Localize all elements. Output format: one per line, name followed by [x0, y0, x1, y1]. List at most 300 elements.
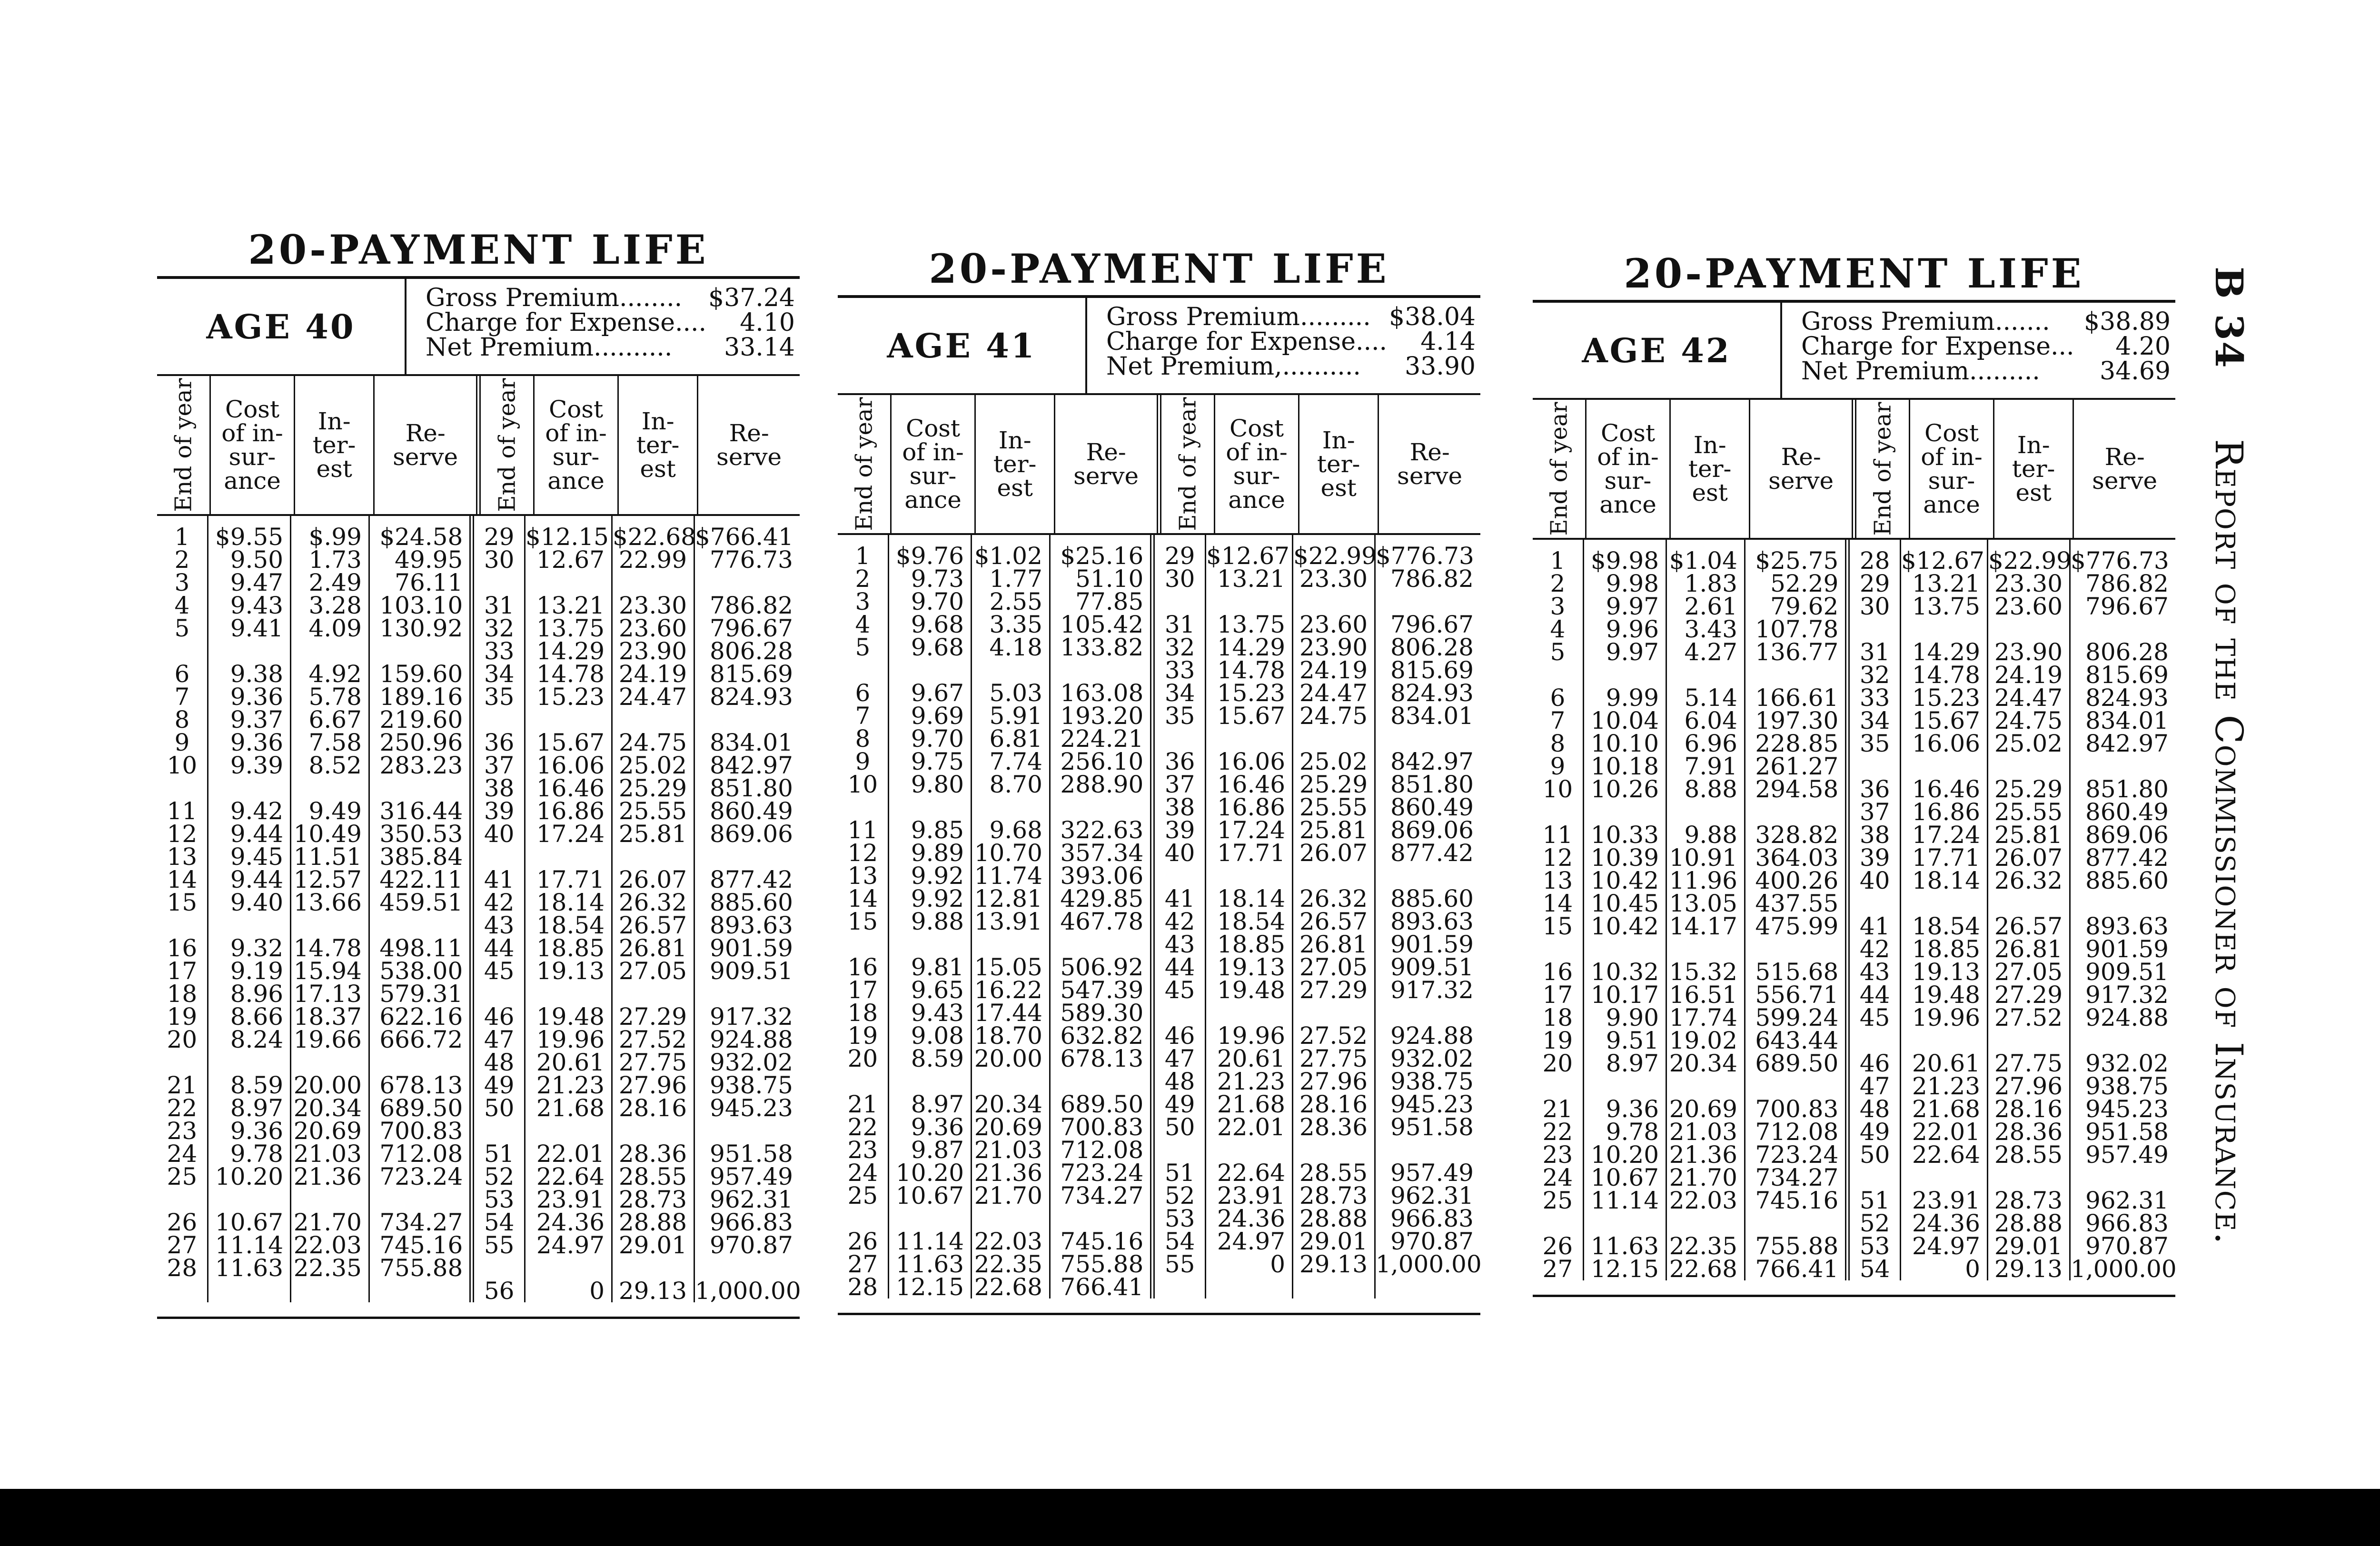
header-line: In- [2017, 431, 2050, 459]
year-cell: 54 [1164, 1228, 1195, 1255]
header-line: In- [998, 426, 1031, 454]
cost-cell: 11.63 [215, 1254, 284, 1282]
year-cell: 29 [1859, 570, 1890, 597]
group-gap [1584, 664, 1666, 686]
reserve-cell: 938.75 [2085, 1072, 2169, 1100]
cost-cell: 9.78 [1606, 1118, 1659, 1146]
year-cell: 20 [847, 1045, 878, 1072]
group-gap [474, 1257, 524, 1279]
interest-cell: 6.04 [1684, 707, 1737, 734]
reserve-cell: 901.59 [1390, 931, 1474, 958]
reserve-cell: 322.63 [1060, 816, 1144, 844]
reserve-cell: 734.27 [379, 1209, 463, 1236]
year-cell: 8 [855, 725, 871, 753]
interest-cell: 28.16 [618, 1094, 687, 1122]
header-cost-of-insurance [535, 376, 619, 514]
cost-cell: 9.36 [230, 683, 284, 711]
interest-cell: 26.81 [1299, 931, 1368, 958]
gross-premium-row [1106, 305, 1480, 329]
header-end-of-year-text: End of year [851, 397, 878, 531]
group-gap [695, 982, 800, 1005]
table-head [157, 279, 800, 376]
year-cell: 41 [484, 866, 515, 893]
interest-cell: 24.75 [618, 729, 687, 756]
reserve-cell: 689.50 [379, 1094, 463, 1122]
header-line: Re- [1086, 438, 1126, 466]
cost-cell: 10.20 [215, 1163, 284, 1190]
cost-cell: 14.29 [536, 637, 605, 665]
header-line: serve [1768, 467, 1834, 495]
reserve-cell: $766.41 [695, 523, 793, 551]
cost-cell: 12.15 [1590, 1255, 1659, 1283]
interest-cell: 22.99 [618, 546, 687, 574]
group-gap [1745, 801, 1845, 823]
left-column-year [838, 535, 889, 1301]
premium-summary [407, 279, 800, 374]
interest-cell: 21.70 [1669, 1164, 1737, 1191]
year-cell: 2 [1550, 570, 1566, 597]
year-cell: 5 [1550, 638, 1566, 666]
cost-cell: 18.54 [1912, 912, 1980, 940]
header-reserve [375, 376, 481, 514]
cost-cell: 8.96 [230, 980, 284, 1008]
group-gap [1376, 1139, 1480, 1161]
reserve-cell: 824.93 [2085, 684, 2169, 712]
running-header [2204, 267, 2299, 1361]
year-cell: 9 [174, 729, 190, 756]
left-column-interest [291, 516, 370, 1302]
group-gap [613, 1257, 694, 1279]
group-gap [208, 777, 290, 800]
year-cell: 37 [484, 752, 515, 779]
header-end-of-year-text: End of year [1174, 397, 1201, 531]
interest-cell: 29.01 [618, 1231, 687, 1259]
interest-cell: 13.91 [974, 908, 1042, 935]
cost-cell: 24.97 [1217, 1228, 1285, 1255]
header-cost-of-insurance [1910, 400, 1994, 538]
group-gap [291, 1188, 368, 1211]
premium-summary [1087, 298, 1480, 393]
header-line: Cost [548, 396, 604, 423]
group-gap [1850, 892, 1900, 915]
reserve-cell: 924.88 [1390, 1022, 1474, 1050]
group-gap [1850, 1166, 1900, 1189]
cost-cell: 8.59 [911, 1045, 964, 1072]
group-gap [889, 796, 971, 819]
cost-cell: 21.23 [536, 1071, 605, 1099]
cost-cell: 11.63 [1590, 1232, 1659, 1260]
year-cell: 1 [855, 542, 871, 570]
reserve-cell: 228.85 [1755, 730, 1839, 757]
year-cell: 29 [1164, 542, 1195, 570]
interest-cell: 17.44 [974, 999, 1042, 1027]
year-cell: 47 [1859, 1072, 1890, 1100]
year-cell: 4 [1550, 615, 1566, 643]
reserve-cell: 159.60 [379, 660, 463, 688]
table-head [1533, 303, 2175, 400]
header-line: In- [641, 407, 674, 435]
reserve-cell: 909.51 [1390, 953, 1474, 981]
reserve-cell: 957.49 [2085, 1141, 2169, 1169]
year-cell: 6 [1550, 684, 1566, 712]
year-cell: 23 [847, 1136, 878, 1164]
year-cell: 1 [1550, 547, 1566, 575]
group-gap [1376, 1001, 1480, 1024]
cost-cell: 19.48 [1217, 976, 1285, 1004]
cost-cell: 12.67 [536, 546, 605, 574]
header-cost-of-insurance [1587, 400, 1671, 538]
left-column-interest [1667, 540, 1745, 1283]
cost-cell: 16.06 [1912, 730, 1980, 757]
group-gap [291, 914, 368, 937]
interest-cell: 25.55 [1994, 798, 2063, 826]
interest-cell: 23.90 [1299, 634, 1368, 661]
interest-cell: 25.02 [1994, 730, 2063, 757]
group-gap [2071, 755, 2175, 778]
group-gap [2071, 1029, 2175, 1052]
year-cell: 48 [1859, 1095, 1890, 1123]
year-cell: 8 [174, 706, 190, 733]
interest-cell: 10.70 [974, 839, 1042, 867]
group-gap [1667, 938, 1744, 961]
right-column-year [474, 516, 526, 1305]
year-cell: 31 [1164, 611, 1195, 638]
cost-cell: 19.96 [536, 1026, 605, 1053]
cost-cell: 9.40 [230, 889, 284, 916]
interest-cell: $22.68 [613, 523, 696, 551]
year-cell: 51 [1164, 1159, 1195, 1187]
group-gap [2071, 1166, 2175, 1189]
cost-cell: 9.47 [230, 569, 284, 596]
expense-charge-row [1106, 329, 1480, 354]
group-gap [1901, 892, 1987, 915]
cost-cell: 11.14 [895, 1228, 964, 1255]
group-gap [370, 1188, 469, 1211]
cost-cell: 10.10 [1590, 730, 1659, 757]
group-gap [695, 1257, 800, 1279]
interest-cell: $22.99 [1988, 547, 2072, 575]
header-reserve [698, 376, 800, 514]
group-gap [1155, 1001, 1205, 1024]
premium-summary [1782, 303, 2175, 398]
left-column-year [1533, 540, 1584, 1283]
year-cell: 13 [167, 843, 198, 871]
cost-cell: 10.67 [1590, 1164, 1659, 1191]
reserve-cell: 962.31 [1390, 1182, 1474, 1209]
reserve-cell: 901.59 [2085, 935, 2169, 963]
group-gap [208, 914, 290, 937]
reserve-cell: 51.10 [1075, 565, 1144, 593]
header-line: sur- [1928, 467, 1975, 495]
gross-premium-row [1801, 309, 2175, 334]
reserve-cell: 723.24 [379, 1163, 463, 1190]
cost-cell: 9.87 [911, 1136, 964, 1164]
group-gap [1533, 1212, 1583, 1235]
interest-cell: 29.01 [1299, 1228, 1368, 1255]
group-gap [889, 933, 971, 956]
header-line: sur- [1233, 462, 1280, 490]
cost-cell: 20.61 [1912, 1050, 1980, 1077]
year-cell: 24 [167, 1140, 198, 1168]
reserve-cell: 962.31 [710, 1186, 793, 1213]
gross-premium-label: Gross Premium....... [1801, 307, 2050, 336]
cost-cell: 8.97 [1606, 1050, 1659, 1077]
interest-cell: 7.58 [308, 729, 362, 756]
group-gap [613, 708, 694, 731]
reserve-cell: 893.63 [710, 912, 793, 939]
reserve-cell: 506.92 [1060, 953, 1144, 981]
left-column-reserve [370, 516, 474, 1302]
interest-cell: 23.30 [1994, 570, 2063, 597]
cost-cell: 15.23 [1912, 684, 1980, 712]
group-gap [695, 1120, 800, 1142]
interest-cell: 28.73 [618, 1186, 687, 1213]
reserve-cell: 917.32 [2085, 981, 2169, 1009]
cost-cell: 24.36 [1912, 1209, 1980, 1237]
group-gap [613, 571, 694, 594]
group-gap [695, 708, 800, 731]
year-cell: 49 [1859, 1118, 1890, 1146]
cost-cell: 14.29 [1912, 638, 1980, 666]
reserve-cell: 851.80 [1390, 771, 1474, 798]
interest-cell: 14.17 [1669, 912, 1737, 940]
reserve-cell: 917.32 [710, 1003, 793, 1031]
reserve-cell: 632.82 [1060, 1022, 1144, 1050]
header-end-of-year-text: End of year [1546, 402, 1573, 536]
group-gap [1051, 933, 1150, 956]
header-line: ance [547, 467, 605, 495]
interest-cell: 4.18 [989, 634, 1042, 661]
cost-cell: 0 [1270, 1250, 1285, 1278]
interest-cell: 4.09 [308, 614, 362, 642]
group-gap [2071, 618, 2175, 641]
reserve-cell: 932.02 [2085, 1050, 2169, 1077]
cost-cell: 18.54 [536, 912, 605, 939]
group-gap [1901, 1166, 1987, 1189]
group-gap [526, 571, 611, 594]
reserve-cell: 1,000.00 [1376, 1250, 1482, 1278]
interest-cell: 27.96 [1299, 1068, 1368, 1095]
header-reserve [1750, 400, 1856, 538]
reserve-cell: 945.23 [1390, 1090, 1474, 1118]
interest-cell: 15.32 [1669, 958, 1737, 986]
reserve-cell: $24.58 [379, 523, 463, 551]
group-gap [474, 1120, 524, 1142]
year-cell: 51 [1859, 1187, 1890, 1214]
year-cell: 9 [1550, 753, 1566, 780]
reserve-cell: 806.28 [710, 637, 793, 665]
year-cell: 14 [167, 866, 198, 893]
right-column-cost [526, 516, 613, 1305]
cost-cell: 19.13 [536, 957, 605, 985]
interest-cell: 23.90 [1994, 638, 2063, 666]
cost-cell: 20.61 [536, 1049, 605, 1076]
interest-cell: 16.51 [1669, 981, 1737, 1009]
interest-cell: 21.70 [974, 1182, 1042, 1209]
reserve-cell: 893.63 [2085, 912, 2169, 940]
interest-cell: 21.70 [293, 1209, 362, 1236]
interest-cell: 22.35 [1669, 1232, 1737, 1260]
reserve-cell: 283.23 [379, 752, 463, 779]
cost-cell: 16.46 [1217, 771, 1285, 798]
year-cell: 47 [484, 1026, 515, 1053]
group-gap [474, 571, 524, 594]
reserve-cell: 712.08 [1755, 1118, 1839, 1146]
reserve-cell: 970.87 [2085, 1232, 2169, 1260]
reserve-cell: 589.30 [1060, 999, 1144, 1027]
cost-cell: 9.81 [911, 953, 964, 981]
group-gap [889, 1070, 971, 1093]
year-cell: 42 [1164, 908, 1195, 935]
year-cell: 39 [484, 797, 515, 825]
cost-cell: 16.46 [1912, 775, 1980, 803]
reserve-cell: 796.67 [1390, 611, 1474, 638]
group-gap [1584, 1212, 1666, 1235]
year-cell: 36 [1859, 775, 1890, 803]
expense-charge-row [426, 310, 800, 335]
year-cell: 44 [1859, 981, 1890, 1009]
group-gap [1745, 1212, 1845, 1235]
reserve-cell: 678.13 [1060, 1045, 1144, 1072]
year-cell: 2 [855, 565, 871, 593]
group-gap [370, 914, 469, 937]
reserve-cell: 966.83 [710, 1209, 793, 1236]
table-body [1533, 540, 2177, 1283]
table-head [838, 298, 1480, 395]
interest-cell: 29.13 [1994, 1255, 2063, 1283]
interest-cell: 26.57 [1299, 908, 1368, 935]
reserve-cell: 962.31 [2085, 1187, 2169, 1214]
cost-cell: 18.85 [1912, 935, 1980, 963]
year-cell: 54 [484, 1209, 515, 1236]
year-cell: 52 [1859, 1209, 1890, 1237]
cost-cell: 22.64 [1217, 1159, 1285, 1187]
reserve-cell: 666.72 [379, 1026, 463, 1053]
reserve-cell: 834.01 [1390, 702, 1474, 730]
year-cell: 23 [167, 1117, 198, 1145]
cost-cell: 9.37 [230, 706, 284, 733]
interest-cell: 12.81 [974, 885, 1042, 912]
cost-cell: 9.92 [911, 862, 964, 890]
reserve-cell: 869.06 [2085, 821, 2169, 849]
header-line: Re- [729, 419, 769, 447]
cost-cell: 9.44 [230, 866, 284, 893]
year-cell: 49 [1164, 1090, 1195, 1118]
year-cell: 12 [167, 820, 198, 848]
interest-cell: 5.03 [989, 679, 1042, 707]
reserve-cell: 76.11 [395, 569, 463, 596]
reserve-cell: 755.88 [1755, 1232, 1839, 1260]
group-gap [1850, 755, 1900, 778]
expense-charge-label: Charge for Expense... [1801, 332, 2074, 361]
cost-cell: 17.24 [1217, 816, 1285, 844]
interest-cell: 28.36 [1299, 1113, 1368, 1141]
group-gap [1988, 892, 2069, 915]
reserve-cell: 467.78 [1060, 908, 1144, 935]
header-line: est [997, 474, 1033, 502]
header-line: ance [1228, 486, 1285, 514]
year-cell: 1 [174, 523, 190, 551]
cost-cell: 15.23 [1217, 679, 1285, 707]
year-cell: 22 [1542, 1118, 1573, 1146]
reserve-cell: 700.83 [1060, 1113, 1144, 1141]
reserve-cell: 924.88 [2085, 1004, 2169, 1031]
cost-cell: 19.13 [1217, 953, 1285, 981]
header-line: ter- [636, 431, 680, 459]
reserve-cell: 163.08 [1060, 679, 1144, 707]
cost-cell: 0 [589, 1277, 605, 1305]
group-gap [1293, 864, 1374, 887]
cost-cell: 9.65 [911, 976, 964, 1004]
year-cell: 48 [484, 1049, 515, 1076]
reserve-cell: 745.16 [379, 1231, 463, 1259]
cost-cell: $12.67 [1901, 547, 1984, 575]
reserve-cell: 796.67 [2085, 593, 2169, 620]
interest-cell: 26.81 [618, 934, 687, 962]
reserve-cell: 815.69 [2085, 661, 2169, 689]
interest-cell: 17.74 [1669, 1004, 1737, 1031]
interest-cell: 28.73 [1299, 1182, 1368, 1209]
rate-table-age-41 [838, 243, 1480, 1315]
header-end-of-year [1856, 400, 1910, 538]
cost-cell: 10.67 [215, 1209, 284, 1236]
group-gap [1206, 864, 1292, 887]
header-line: est [1320, 474, 1357, 502]
group-gap [1533, 664, 1583, 686]
header-interest [1299, 395, 1379, 533]
interest-cell: 26.07 [1299, 839, 1368, 867]
interest-cell: 20.69 [293, 1117, 362, 1145]
year-cell: 27 [167, 1231, 198, 1259]
interest-cell: 25.29 [1299, 771, 1368, 798]
reserve-cell: 107.78 [1755, 615, 1839, 643]
interest-cell: 26.07 [618, 866, 687, 893]
group-gap [1155, 590, 1205, 613]
header-line: In- [317, 407, 351, 435]
reserve-cell: 909.51 [710, 957, 793, 985]
interest-cell: 22.35 [293, 1254, 362, 1282]
group-gap [474, 708, 524, 731]
group-gap [613, 1120, 694, 1142]
interest-cell: 10.91 [1669, 844, 1737, 872]
group-gap [972, 1070, 1049, 1093]
cost-cell: 24.36 [1217, 1205, 1285, 1232]
interest-cell: 11.96 [1669, 867, 1737, 894]
group-gap [474, 982, 524, 1005]
cost-cell: 21.68 [1217, 1090, 1285, 1118]
interest-cell: 28.16 [1299, 1090, 1368, 1118]
reserve-cell: 957.49 [710, 1163, 793, 1190]
group-gap [291, 1051, 368, 1074]
year-cell: 18 [167, 980, 198, 1008]
year-cell: 40 [484, 820, 515, 848]
interest-cell: 24.47 [1299, 679, 1368, 707]
reserve-cell: 745.16 [1060, 1228, 1144, 1255]
group-gap [838, 1207, 888, 1230]
expense-charge-row [1801, 334, 2175, 359]
year-cell: 36 [1164, 748, 1195, 775]
reserve-cell: 834.01 [2085, 707, 2169, 734]
cost-cell: 14.78 [536, 660, 605, 688]
cost-cell: 20.61 [1217, 1045, 1285, 1072]
reserve-cell: 599.24 [1755, 1004, 1839, 1031]
reserve-cell: 938.75 [710, 1071, 793, 1099]
cost-cell: 10.32 [1590, 958, 1659, 986]
reserve-cell: 842.97 [1390, 748, 1474, 775]
left-column-cost [1584, 540, 1667, 1283]
header-line: Cost [905, 415, 961, 442]
rule [1533, 1295, 2175, 1297]
